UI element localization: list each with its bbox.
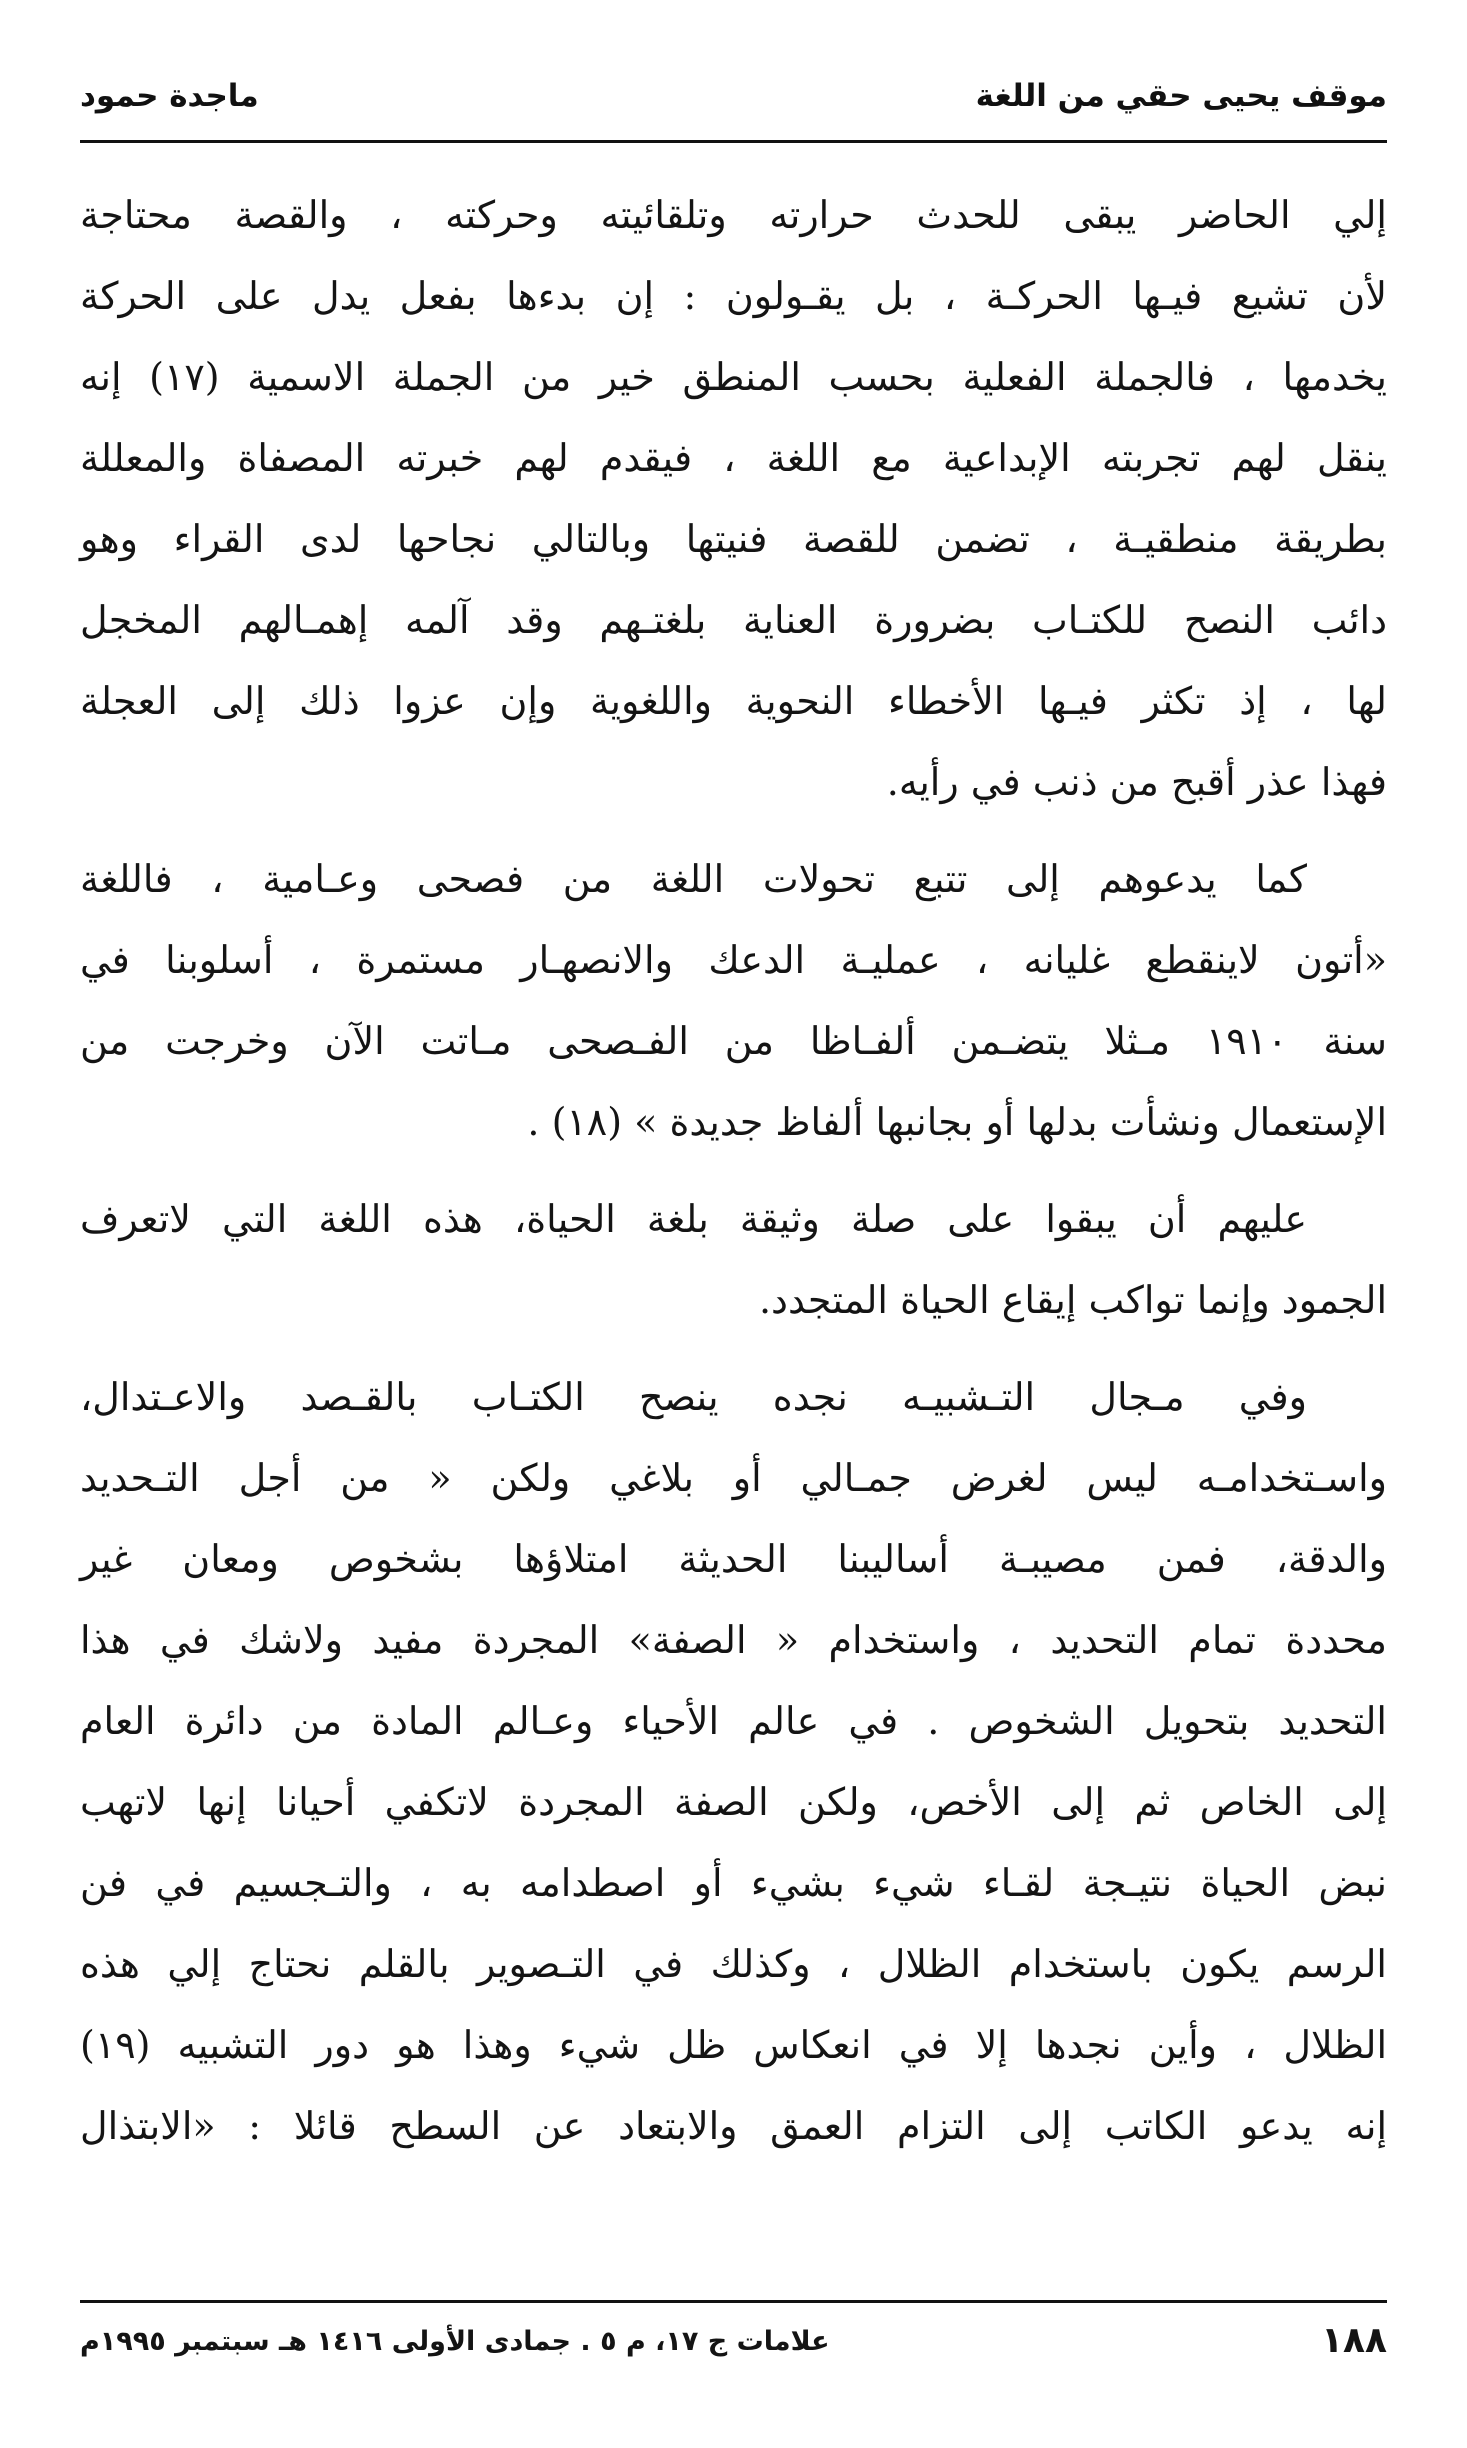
text-line: واسـتخدامـه ليس لغرض جمـالي أو بلاغي ولكن « من أجل التـحديد <box>80 1456 1387 1500</box>
text-line: دائب النصح للكتـاب بضرورة العناية بلغتـهم وقد آلمه إهمـالهم المخجل <box>80 598 1387 642</box>
text-line: الجمود وإنما تواكب إيقاع الحياة المتجدد. <box>758 1278 1387 1322</box>
paragraph <box>80 1179 1387 1341</box>
header-rule <box>80 140 1387 143</box>
text-line: لأن تشيع فيـها الحركـة ، بل يقـولون : إن بدءها بفعل يدل على الحركة <box>80 274 1387 318</box>
text-line: عليهم أن يبقوا على صلة وثيقة بلغة الحياة، هذه اللغة التي لاتعرف <box>80 1197 1307 1241</box>
running-header <box>80 70 1387 130</box>
text-line: التحديد بتحويل الشخوص . في عالم الأحياء وعـالم المادة من دائرة العام <box>80 1699 1387 1743</box>
text-line: نبض الحياة نتيـجة لقـاء شيء بشيء أو اصطدامه به ، والتـجسيم في فن <box>80 1861 1387 1905</box>
text-line: فهذا عذر أقبح من ذنب في رأيه. <box>886 760 1387 804</box>
page-footer <box>80 2320 1387 2380</box>
text-line: الرسم يكون باستخدام الظلال ، وكذلك في التـصوير بالقلم نحتاج إلي هذه <box>80 1942 1387 1986</box>
text-line: ينقل لهم تجربته الإبداعية مع اللغة ، فيقدم لهم خبرته المصفاة والمعللة <box>80 436 1388 480</box>
text-line: يخدمها ، فالجملة الفعلية بحسب المنطق خير من الجملة الاسمية (١٧) إنه <box>80 355 1387 399</box>
article-body <box>80 175 1387 2167</box>
paragraph <box>80 1357 1387 2167</box>
text-line: إلى الخاص ثم إلى الأخص، ولكن الصفة المجردة لاتكفي أحيانا إنها لاتهب <box>80 1780 1387 1824</box>
page-number: ١٨٨ <box>1321 2320 1387 2361</box>
text-line: محددة تمام التحديد ، واستخدام « الصفة» المجردة مفيد ولاشك في هذا <box>80 1618 1387 1662</box>
text-line: سنة ١٩١٠ مـثلا يتضـمن ألفـاظا من الفـصحى مـاتت الآن وخرجت من <box>80 1019 1388 1063</box>
paragraph <box>80 839 1387 1163</box>
text-line: كما يدعوهم إلى تتبع تحولات اللغة من فصحى وعـامية ، فاللغة <box>80 857 1307 901</box>
journal-issue-info: علامات ج ١٧، م ٥ . جمادى الأولى ١٤١٦ هـ سبتمبر ١٩٩٥م <box>80 2326 830 2357</box>
running-author: ماجدة حمود <box>80 78 259 114</box>
text-line: وفي مـجال التـشبيـه نجده ينصح الكتـاب بالقـصد والاعـتدال، <box>80 1375 1307 1419</box>
running-title: موقف يحيى حقي من اللغة <box>975 78 1387 114</box>
text-line: إنه يدعو الكاتب إلى التزام العمق والابتعاد عن السطح قائلا : «الابتذال <box>80 2104 1387 2148</box>
text-line: والدقة، فمن مصيبـة أساليبنا الحديثة امتلاؤها بشخوص ومعان غير <box>80 1537 1387 1581</box>
footer-rule <box>80 2300 1387 2303</box>
text-line: بطريقة منطقيـة ، تضمن للقصة فنيتها وبالتالي نجاحها لدى القراء وهو <box>80 517 1387 561</box>
text-line: «أتون لاينقطع غليانه ، عمليـة الدعك والانصهـار مستمرة ، أسلوبنا في <box>80 938 1387 982</box>
text-line: الظلال ، وأين نجدها إلا في انعكاس ظل شيء وهذا هو دور التشبيه (١٩) <box>80 2023 1387 2067</box>
paragraph <box>80 175 1387 823</box>
text-line: لها ، إذ تكثر فيـها الأخطاء النحوية واللغوية وإن عزوا ذلك إلى العجلة <box>80 679 1387 723</box>
text-line: إلي الحاضر يبقى للحدث حرارته وتلقائيته وحركته ، والقصة محتاجة <box>80 193 1387 237</box>
text-line: الإستعمال ونشأت بدلها أو بجانبها ألفاظ جديدة » (١٨) . <box>527 1100 1387 1144</box>
